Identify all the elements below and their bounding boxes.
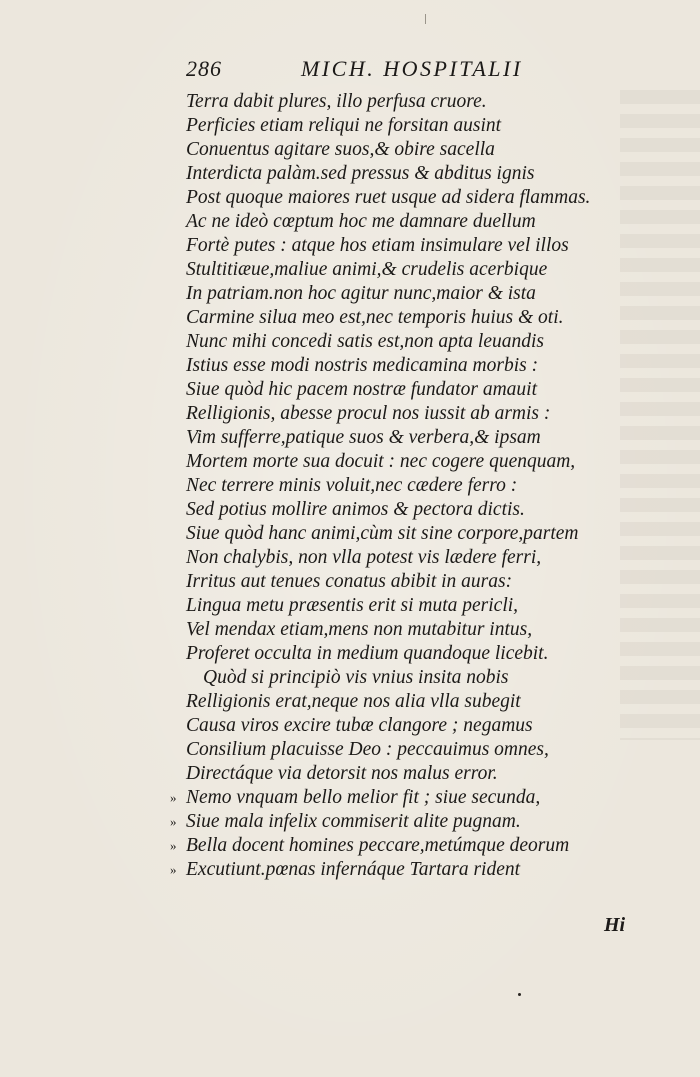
verse-line: Directáque via detorsit nos malus error.: [186, 763, 498, 784]
page-number: 286: [186, 56, 222, 81]
quotation-mark: »: [170, 862, 177, 877]
verse-line-quoted: Excutiunt.pœnas infernáque Tartara rident: [186, 859, 521, 880]
verse-line-quoted: Bella docent homines peccare,metúmque deorum: [186, 835, 570, 856]
verse-line: Nunc mihi concedi satis est,non apta leuandis: [186, 331, 545, 352]
verse-line: Vim sufferre,patique suos & verbera,& ipsam: [186, 427, 541, 448]
verse-line-quoted: Siue mala infelix commiserit alite pugnam.: [186, 811, 521, 832]
verse-line: Carmine silua meo est,nec temporis huius & oti.: [186, 307, 564, 328]
verse-line: Ac ne ideò cœptum hoc me damnare duellum: [186, 211, 536, 232]
verse-line: Vel mendax etiam,mens non mutabitur intus,: [186, 619, 533, 640]
verse-line: In patriam.non hoc agitur nunc,maior & ista: [186, 283, 536, 304]
verse-line: Mortem morte sua docuit : nec cogere quenquam,: [186, 451, 576, 472]
verse-line: Relligionis erat,neque nos alia vlla subegit: [186, 691, 521, 712]
verse-line: Stultitiæue,maliue animi,& crudelis acerbique: [186, 259, 548, 280]
running-head: MICH. HOSPITALII: [301, 56, 523, 81]
paper-mark: [425, 14, 426, 24]
verse-line: Istius esse modi nostris medicamina morbis :: [186, 355, 539, 376]
show-through-shadow: [620, 90, 700, 740]
verse-line: Siue quòd hic pacem nostræ fundator amauit: [186, 379, 537, 400]
verse-line: Proferet occulta in medium quandoque licebit.: [186, 643, 549, 664]
verse-line: Interdicta palàm.sed pressus & abditus ignis: [186, 163, 535, 184]
catchword: Hi: [604, 914, 626, 936]
verse-line: Conuentus agitare suos,& obire sacella: [186, 139, 495, 160]
verse-line: Non chalybis, non vlla potest vis lædere ferri,: [186, 547, 542, 568]
verse-line: Lingua metu præsentis erit si muta pericli,: [186, 595, 519, 616]
quotation-mark: »: [170, 838, 177, 853]
verse-line-quoted: Nemo vnquam bello melior fit ; siue secunda,: [186, 787, 541, 808]
verse-line: Nec terrere minis voluit,nec cædere ferro :: [186, 475, 518, 496]
verse-line: Perficies etiam reliqui ne forsitan ausint: [186, 115, 502, 136]
verse-line: Post quoque maiores ruet usque ad sidera flammas.: [186, 187, 591, 208]
ink-speck: [518, 993, 521, 996]
verse-line: Consilium placuisse Deo : peccauimus omnes,: [186, 739, 549, 760]
verse-line: Relligionis, abesse procul nos iussit ab armis :: [186, 403, 551, 424]
verse-line-indented: Quòd si principiò vis vnius insita nobis: [203, 667, 509, 688]
verse-line: Siue quòd hanc animi,cùm sit sine corpore,partem: [186, 523, 579, 544]
quotation-mark: »: [170, 814, 177, 829]
page-header: [186, 56, 566, 84]
verse-line: Causa viros excire tubæ clangore ; negamus: [186, 715, 533, 736]
verse-line: Irritus aut tenues conatus abibit in auras:: [186, 571, 513, 592]
verse-line: Fortè putes : atque hos etiam insimulare vel illos: [186, 235, 569, 256]
quotation-mark: »: [170, 790, 177, 805]
verse-line: Sed potius mollire animos & pectora dictis.: [186, 499, 525, 520]
verse-line: Terra dabit plures, illo perfusa cruore.: [186, 91, 487, 112]
